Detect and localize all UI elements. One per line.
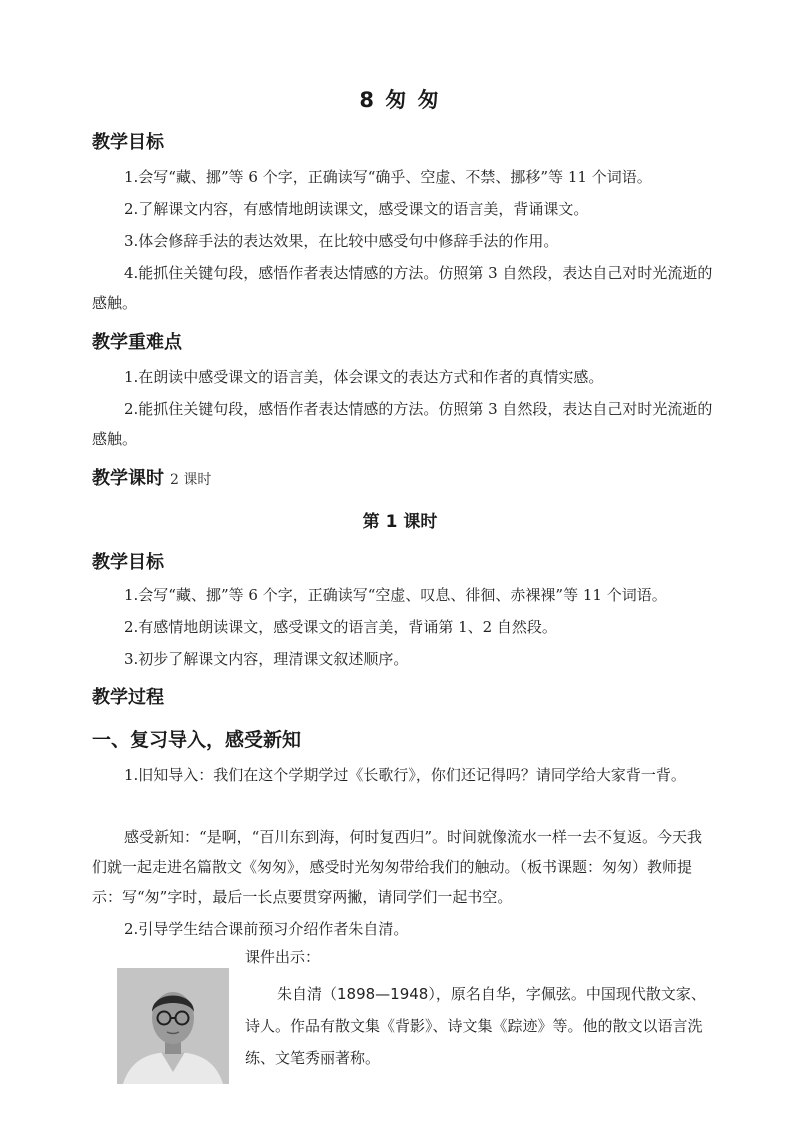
courseware-label: 课件出示：	[245, 948, 321, 966]
lesson-goals-heading: 教学目标	[92, 552, 164, 573]
key-point-item: 2.能抓住关键句段，感悟作者表达情感的方法。仿照第 3 自然段，表达自己对时光流逝的感触。	[92, 400, 713, 448]
section-heading-hours	[92, 464, 211, 490]
goal-item: 3.体会修辞手法的表达效果，在比较中感受句中修辞手法的作用。	[124, 232, 559, 250]
section-heading-goals: 教学目标	[92, 132, 164, 153]
section-heading-key-points: 教学重难点	[92, 332, 182, 353]
lesson-heading: 第 1 课时	[362, 512, 438, 532]
part1-heading: 一、复习导入，感受新知	[92, 729, 302, 751]
key-point-item: 1.在朗读中感受课文的语言美，体会课文的表达方式和作者的真情实感。	[124, 368, 604, 386]
lesson-goal-item: 3.初步了解课文内容，理清课文叙述顺序。	[124, 650, 409, 668]
goal-item: 2.了解课文内容，有感情地朗读课文，感受课文的语言美，背诵课文。	[124, 200, 589, 218]
courseware-text: 朱自清（1898—1948），原名自华，字佩弦。中国现代散文家、诗人。作品有散文集《背影》、诗文集《踪迹》等。他的散文以语言洗练、文笔秀丽著称。	[245, 985, 706, 1067]
lesson-goal-item: 1.会写“藏、挪”等 6 个字，正确读写“空虚、叹息、徘徊、赤裸裸”等 11 个词语。	[124, 586, 667, 604]
process-heading: 教学过程	[92, 687, 164, 708]
page-title: 8 匆 匆	[359, 88, 441, 112]
goal-item: 1.会写“藏、挪”等 6 个字，正确读写“确乎、空虚、不禁、挪移”等 11 个词语。	[124, 168, 652, 186]
process-paragraph: 感受新知：“是啊，“百川东到海，何时复西归”。时间就像流水一样一去不复返。今天我们就一起走进名篇散文《匆匆》，感受时光匆匆带给我们的触动。（板书课题：匆匆）教师提示：写“匆”字时，最后一长点要贯穿两撇，请同学们一起书空。	[92, 828, 703, 906]
hours-label: 教学课时	[92, 468, 164, 489]
lesson-goal-item: 2.有感情地朗读课文，感受课文的语言美，背诵第 1、2 自然段。	[124, 618, 557, 636]
goal-item: 4.能抓住关键句段，感悟作者表达情感的方法。仿照第 3 自然段，表达自己对时光流逝的感触。	[92, 264, 713, 312]
process-paragraph: 2.引导学生结合课前预习介绍作者朱自清。	[124, 920, 409, 938]
hours-value: 2 课时	[170, 472, 212, 488]
process-paragraph: 1.旧知导入：我们在这个学期学过《长歌行》，你们还记得吗？请同学给大家背一背。	[124, 766, 686, 784]
portrait-photo-icon	[117, 968, 229, 1084]
